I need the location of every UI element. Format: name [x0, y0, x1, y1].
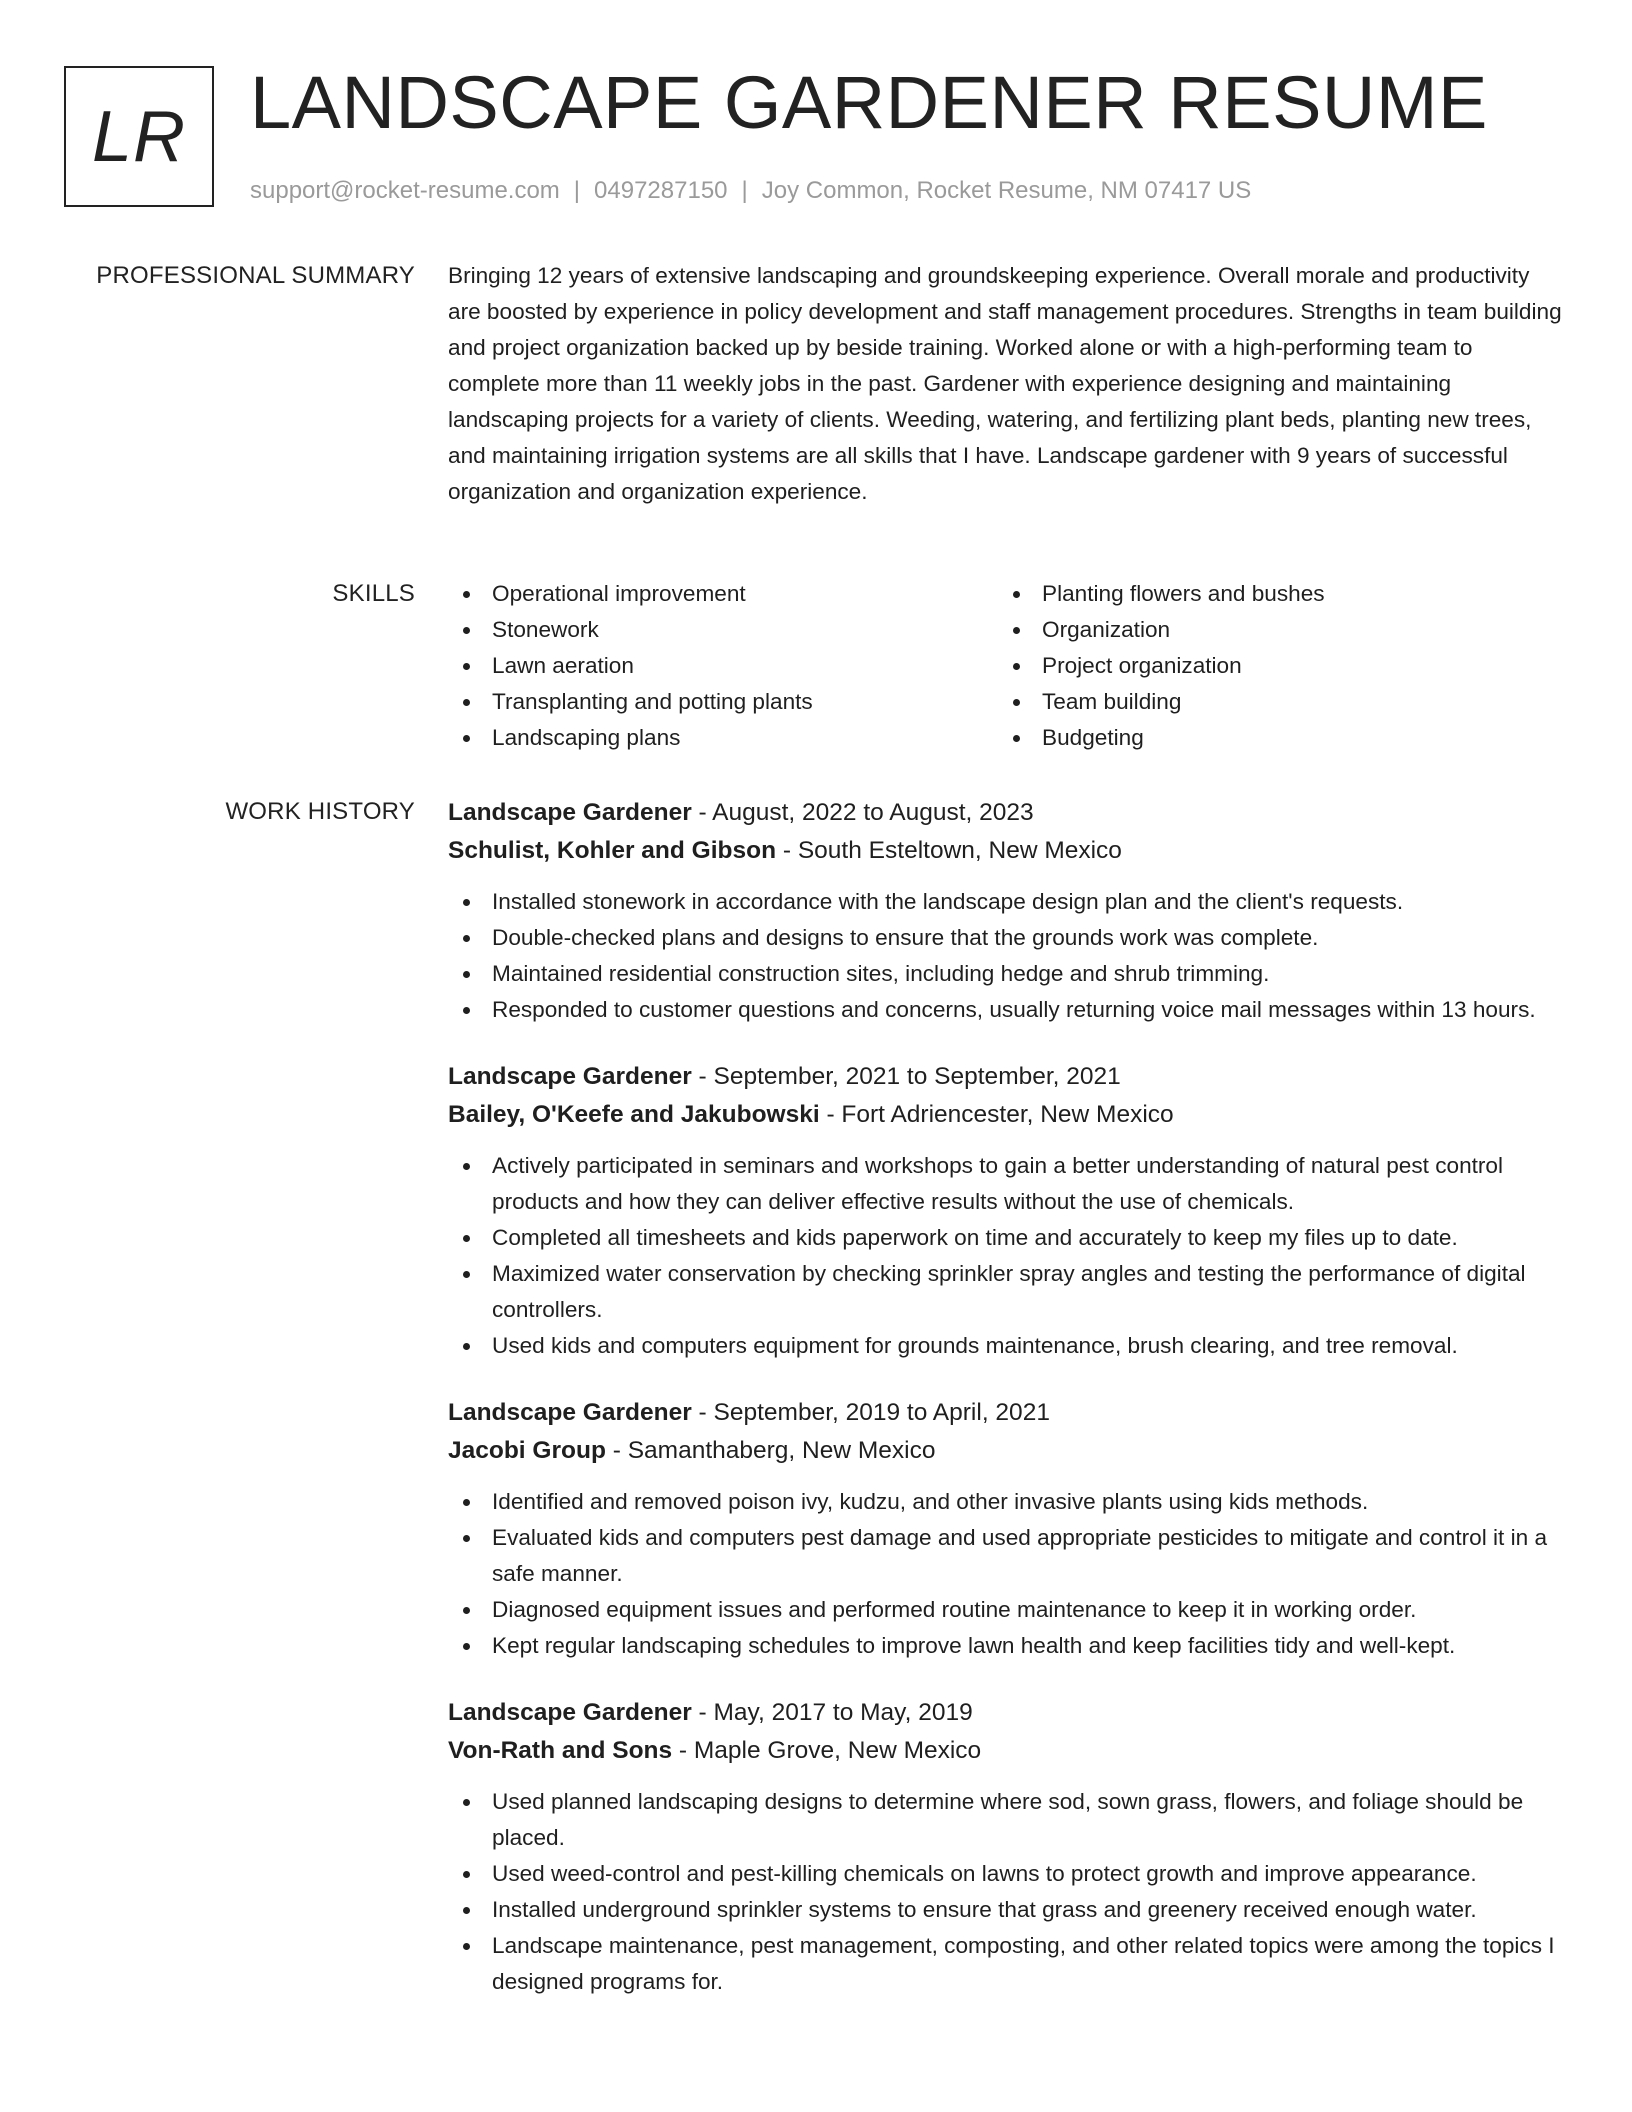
skill-item: Project organization — [998, 648, 1548, 684]
duty-item: Maximized water conservation by checking sprinkler spray angles and testing the performance of digital controllers. — [448, 1256, 1568, 1328]
skill-item: Stonework — [448, 612, 998, 648]
contact-separator: | — [741, 177, 748, 204]
duty-item: Installed underground sprinkler systems to ensure that grass and greenery received enough water. — [448, 1892, 1568, 1928]
job-title-line — [448, 1394, 1568, 1432]
job-company-line — [448, 1732, 1568, 1770]
job-location: - Maple Grove, New Mexico — [672, 1737, 982, 1764]
resume-title: LANDSCAPE GARDENER RESUME — [250, 61, 1488, 144]
contact-line — [250, 174, 1251, 208]
job-title: Landscape Gardener — [448, 799, 692, 826]
job-company: Bailey, O'Keefe and Jakubowski — [448, 1101, 820, 1128]
duty-item: Completed all timesheets and kids paperwork on time and accurately to keep my files up to date. — [448, 1220, 1568, 1256]
job-title: Landscape Gardener — [448, 1063, 692, 1090]
monogram-logo: LR — [64, 66, 214, 207]
skill-item: Organization — [998, 612, 1548, 648]
skill-item: Transplanting and potting plants — [448, 684, 998, 720]
job-entry — [448, 1394, 1568, 1664]
job-company: Von-Rath and Sons — [448, 1737, 673, 1764]
job-dates: - September, 2019 to April, 2021 — [691, 1399, 1050, 1426]
duty-item: Landscape maintenance, pest management, composting, and other related topics were among the topics I designed programs for. — [448, 1928, 1568, 2000]
duty-item: Used weed-control and pest-killing chemicals on lawns to protect growth and improve appearance. — [448, 1856, 1568, 1892]
skills-list-left — [448, 576, 998, 756]
job-dates: - May, 2017 to May, 2019 — [691, 1699, 973, 1726]
skill-item: Budgeting — [998, 720, 1548, 756]
job-title-line — [448, 794, 1568, 832]
job-company: Schulist, Kohler and Gibson — [448, 837, 777, 864]
job-title-line — [448, 1058, 1568, 1096]
job-location: - South Esteltown, New Mexico — [776, 837, 1122, 864]
duty-item: Actively participated in seminars and workshops to gain a better understanding of natural pest control products and how they can deliver effective results without the use of chemicals. — [448, 1148, 1568, 1220]
summary-heading: PROFESSIONAL SUMMARY — [96, 262, 415, 289]
job-entry — [448, 1058, 1568, 1364]
duty-item: Used kids and computers equipment for grounds maintenance, brush clearing, and tree removal. — [448, 1328, 1568, 1364]
job-company-line — [448, 832, 1568, 870]
job-duties — [448, 1484, 1568, 1664]
contact-address: Joy Common, Rocket Resume, NM 07417 US — [761, 177, 1252, 204]
job-dates: - September, 2021 to September, 2021 — [691, 1063, 1121, 1090]
skill-item: Team building — [998, 684, 1548, 720]
job-company-line — [448, 1096, 1568, 1134]
job-location: - Fort Adriencester, New Mexico — [819, 1101, 1174, 1128]
job-duties — [448, 884, 1568, 1028]
skill-item: Landscaping plans — [448, 720, 998, 756]
contact-phone[interactable]: 0497287150 — [594, 177, 728, 204]
job-dates: - August, 2022 to August, 2023 — [691, 799, 1034, 826]
summary-text: Bringing 12 years of extensive landscaping and groundskeeping experience. Overall morale and productivity are boosted by experience in policy development and staff management procedures. Strengths in team building and project organization backed up by beside training. Worked alone or with a high-performing team to complete more than 11 weekly jobs in the past. Gardener with experience designing and maintaining landscaping projects for a variety of clients. Weeding, watering, and fertilizing plant beds, planting new trees, and maintaining irrigation systems are all skills that I have. Landscape gardener with 9 years of successful organization and organization experience. — [448, 263, 1562, 504]
skills-list-right — [998, 576, 1548, 756]
duty-item: Responded to customer questions and concerns, usually returning voice mail messages within 13 hours. — [448, 992, 1568, 1028]
job-title: Landscape Gardener — [448, 1399, 692, 1426]
job-duties — [448, 1784, 1568, 2000]
job-title-line — [448, 1694, 1568, 1732]
summary-body — [448, 258, 1568, 510]
duty-item: Used planned landscaping designs to determine where sod, sown grass, flowers, and foliage should be placed. — [448, 1784, 1568, 1856]
contact-separator: | — [573, 177, 581, 204]
work-history-heading: WORK HISTORY — [225, 798, 415, 825]
duty-item: Evaluated kids and computers pest damage and used appropriate pesticides to mitigate and control it in a safe manner. — [448, 1520, 1568, 1592]
duty-item: Identified and removed poison ivy, kudzu, and other invasive plants using kids methods. — [448, 1484, 1568, 1520]
skill-item: Operational improvement — [448, 576, 998, 612]
skill-item: Lawn aeration — [448, 648, 998, 684]
job-company: Jacobi Group — [448, 1437, 606, 1464]
job-location: - Samanthaberg, New Mexico — [605, 1437, 936, 1464]
skills-heading: SKILLS — [332, 580, 415, 607]
job-entry — [448, 794, 1568, 1028]
job-entry — [448, 1694, 1568, 2000]
skills-body — [448, 576, 1568, 756]
job-company-line — [448, 1432, 1568, 1470]
work-history-body — [448, 794, 1568, 2030]
skill-item: Planting flowers and bushes — [998, 576, 1548, 612]
job-duties — [448, 1148, 1568, 1364]
duty-item: Kept regular landscaping schedules to improve lawn health and keep facilities tidy and well-kept. — [448, 1628, 1568, 1664]
duty-item: Double-checked plans and designs to ensure that the grounds work was complete. — [448, 920, 1568, 956]
duty-item: Installed stonework in accordance with the landscape design plan and the client's requests. — [448, 884, 1568, 920]
job-title: Landscape Gardener — [448, 1699, 692, 1726]
duty-item: Maintained residential construction sites, including hedge and shrub trimming. — [448, 956, 1568, 992]
contact-email[interactable]: support@rocket-resume.com — [250, 177, 560, 204]
duty-item: Diagnosed equipment issues and performed routine maintenance to keep it in working order. — [448, 1592, 1568, 1628]
